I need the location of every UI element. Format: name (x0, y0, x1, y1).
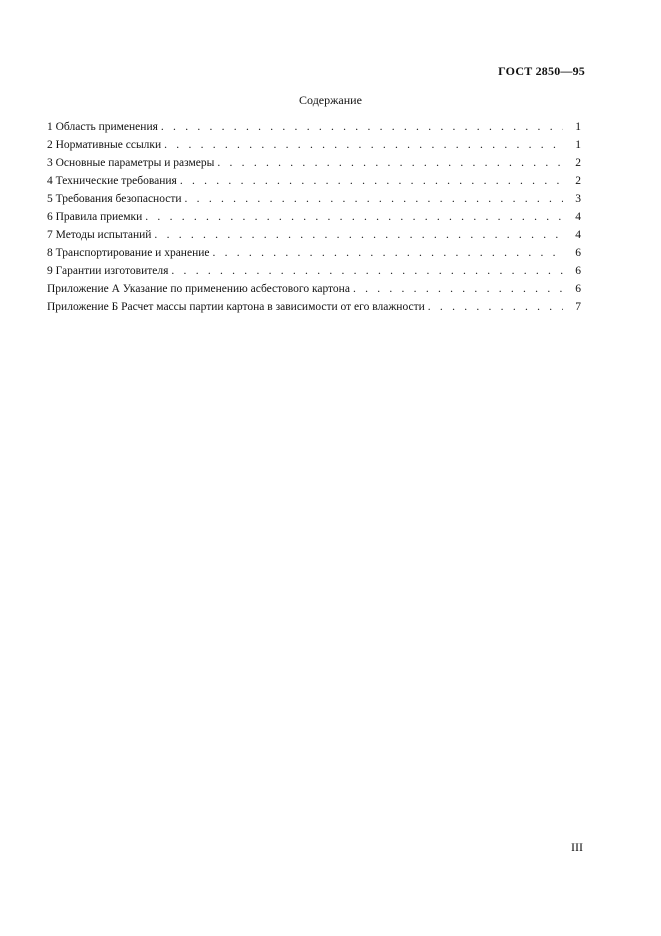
toc-dot-leader (158, 118, 563, 136)
toc-entry-label: 2 Нормативные ссылки (47, 139, 162, 151)
page-number: III (571, 840, 583, 854)
toc-entry-label: 3 Основные параметры и размеры (47, 157, 215, 169)
toc-entry[interactable] (47, 190, 581, 208)
toc-entry-label: 1 Область применения (47, 121, 158, 133)
toc-entry[interactable] (47, 298, 581, 316)
toc-entry[interactable] (47, 136, 581, 154)
toc-entry-page: 4 (575, 211, 581, 223)
toc-dot-leader (142, 208, 563, 226)
toc-entry-label: Приложение А Указание по применению асбестового картона (47, 283, 350, 295)
toc-dot-leader (177, 172, 563, 190)
toc-dot-leader (161, 136, 563, 154)
toc-entry[interactable] (47, 154, 581, 172)
toc-entry[interactable] (47, 208, 581, 226)
toc-dot-leader (214, 154, 563, 172)
toc-entry-page: 2 (575, 157, 581, 169)
toc-dot-leader (151, 226, 563, 244)
toc-entry-page: 3 (575, 193, 581, 205)
toc-dot-leader (182, 190, 563, 208)
toc-title: Содержание (299, 93, 362, 107)
toc-entry[interactable] (47, 118, 581, 136)
toc-entry[interactable] (47, 244, 581, 262)
toc-dot-leader (350, 280, 563, 298)
toc-dot-leader (209, 244, 563, 262)
toc-entry-label: 4 Технические требования (47, 175, 177, 187)
toc-entry-label: 9 Гарантии изготовителя (47, 265, 169, 277)
toc-entry-page: 2 (575, 175, 581, 187)
document-code: ГОСТ 2850—95 (498, 64, 585, 78)
toc-entry-page: 6 (575, 265, 581, 277)
toc-entry-page: 1 (575, 139, 581, 151)
toc-entry-label: 8 Транспортирование и хранение (47, 247, 210, 259)
toc-entry[interactable] (47, 280, 581, 298)
table-of-contents (47, 118, 581, 316)
toc-entry[interactable] (47, 226, 581, 244)
toc-entry-label: 5 Требования безопасности (47, 193, 182, 205)
toc-entry[interactable] (47, 172, 581, 190)
toc-entry-page: 7 (575, 301, 581, 313)
toc-entry-page: 6 (575, 247, 581, 259)
toc-entry-page: 6 (575, 283, 581, 295)
toc-entry[interactable] (47, 262, 581, 280)
toc-entry-label: Приложение Б Расчет массы партии картона в зависимости от его влажности (47, 301, 425, 313)
toc-dot-leader (425, 298, 563, 316)
toc-entry-page: 4 (575, 229, 581, 241)
toc-entry-label: 6 Правила приемки (47, 211, 143, 223)
toc-entry-label: 7 Методы испытаний (47, 229, 152, 241)
toc-dot-leader (168, 262, 563, 280)
toc-entry-page: 1 (575, 121, 581, 133)
